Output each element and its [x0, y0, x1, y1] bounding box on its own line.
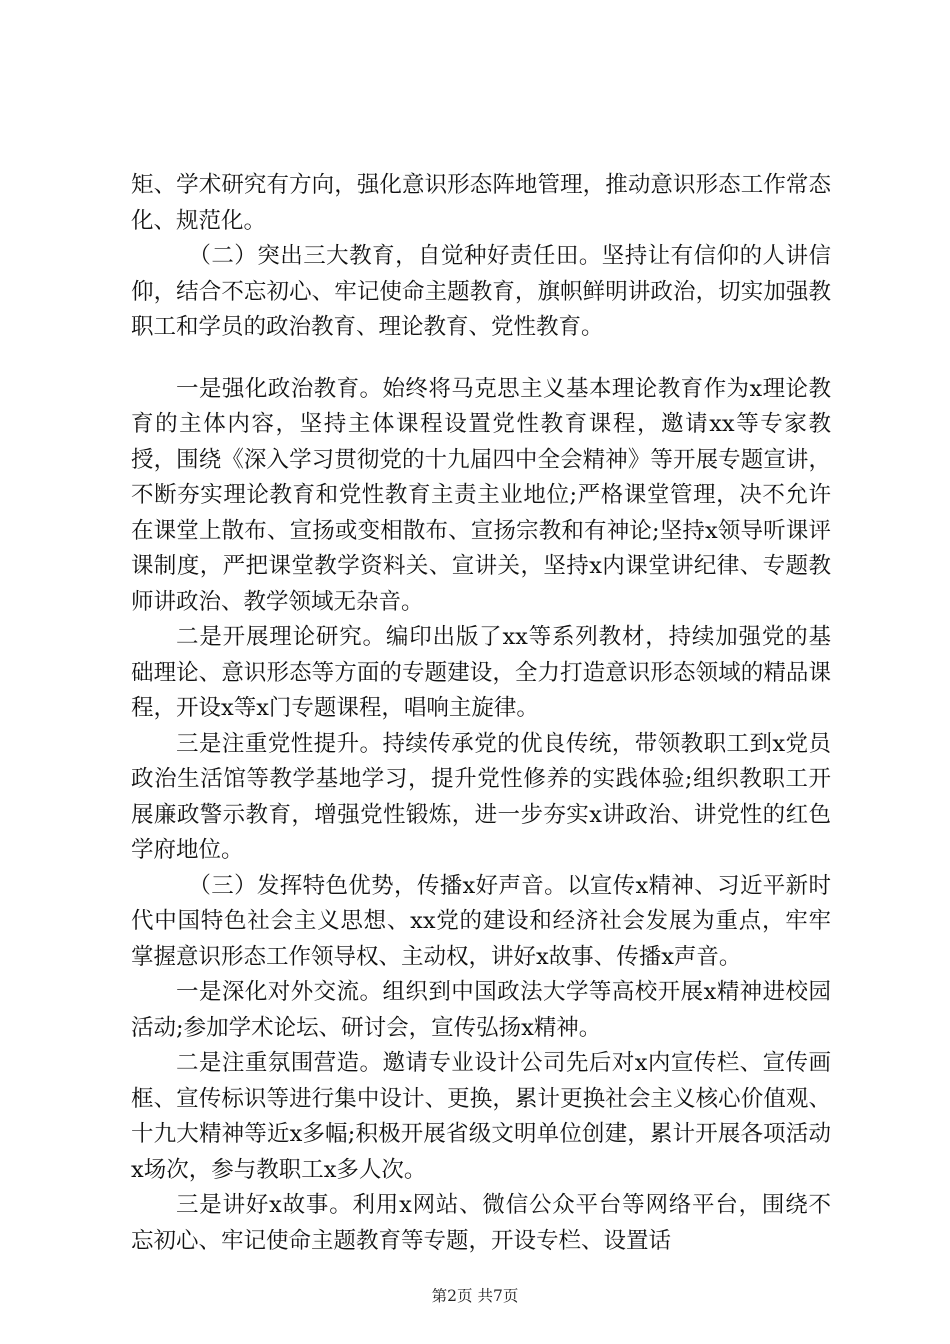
- paragraph-external-exchange: 一是深化对外交流。组织到中国政法大学等高校开展x精神进校园活动;参加学术论坛、研讨会，宣传弘扬x精神。: [131, 979, 831, 1041]
- paragraph-political-education: 一是强化政治教育。始终将马克思主义基本理论教育作为x理论教育的主体内容，坚持主体课程设置党性教育课程，邀请xx等专家教授，围绕《深入学习贯彻党的十九届四中全会精神》等开展专题宣讲，不断夯实理论教育和党性教育主责主业地位;严格课堂管理，决不允许在课堂上散布、宣扬或变相散布、宣扬宗教和有神论;坚持x领导听课评课制度，严把课堂教学资料关、宣讲关，坚持x内课堂讲纪律、专题教师讲政治、教学领域无杂音。: [131, 375, 831, 615]
- paragraph-theory-research: 二是开展理论研究。编印出版了xx等系列教材，持续加强党的基础理论、意识形态等方面的专题建设，全力打造意识形态领域的精品课程，开设x等x门专题课程，唱响主旋律。: [131, 624, 831, 721]
- section-heading-two: （二）突出三大教育，自觉种好责任田。坚持让有信仰的人讲信仰，结合不忘初心、牢记使命主题教育，旗帜鲜明讲政治，切实加强教职工和学员的政治教育、理论教育、党性教育。: [131, 243, 831, 340]
- section-heading-three: （三）发挥特色优势，传播x好声音。以宣传x精神、习近平新时代中国特色社会主义思想、xx党的建设和经济社会发展为重点，牢牢掌握意识形态工作领导权、主动权，讲好x故事、传播x声音。: [131, 872, 831, 970]
- paragraph-gap: [131, 346, 831, 372]
- page-number-footer: 第2页 共7页: [431, 1287, 519, 1305]
- paragraph-party-spirit: 三是注重党性提升。持续传承党的优良传统，带领教职工到x党员政治生活馆等教学基地学习，提升党性修养的实践体验;组织教职工开展廉政警示教育，增强党性锻炼，进一步夯实x讲政治、讲党性的红色学府地位。: [131, 730, 831, 863]
- paragraph-stories: 三是讲好x故事。利用x网站、微信公众平台等网络平台，围绕不忘初心、牢记使命主题教育等专题，开设专栏、设置话: [131, 1192, 831, 1254]
- paragraph-continuation: 矩、学术研究有方向，强化意识形态阵地管理，推动意识形态工作常态化、规范化。: [131, 172, 831, 234]
- paragraph-atmosphere: 二是注重氛围营造。邀请专业设计公司先后对x内宣传栏、宣传画框、宣传标识等进行集中设计、更换，累计更换社会主义核心价值观、十九大精神等近x多幅;积极开展省级文明单位创建，累计开展各项活动x场次，参与教职工x多人次。: [131, 1050, 831, 1183]
- document-body: [131, 168, 831, 1259]
